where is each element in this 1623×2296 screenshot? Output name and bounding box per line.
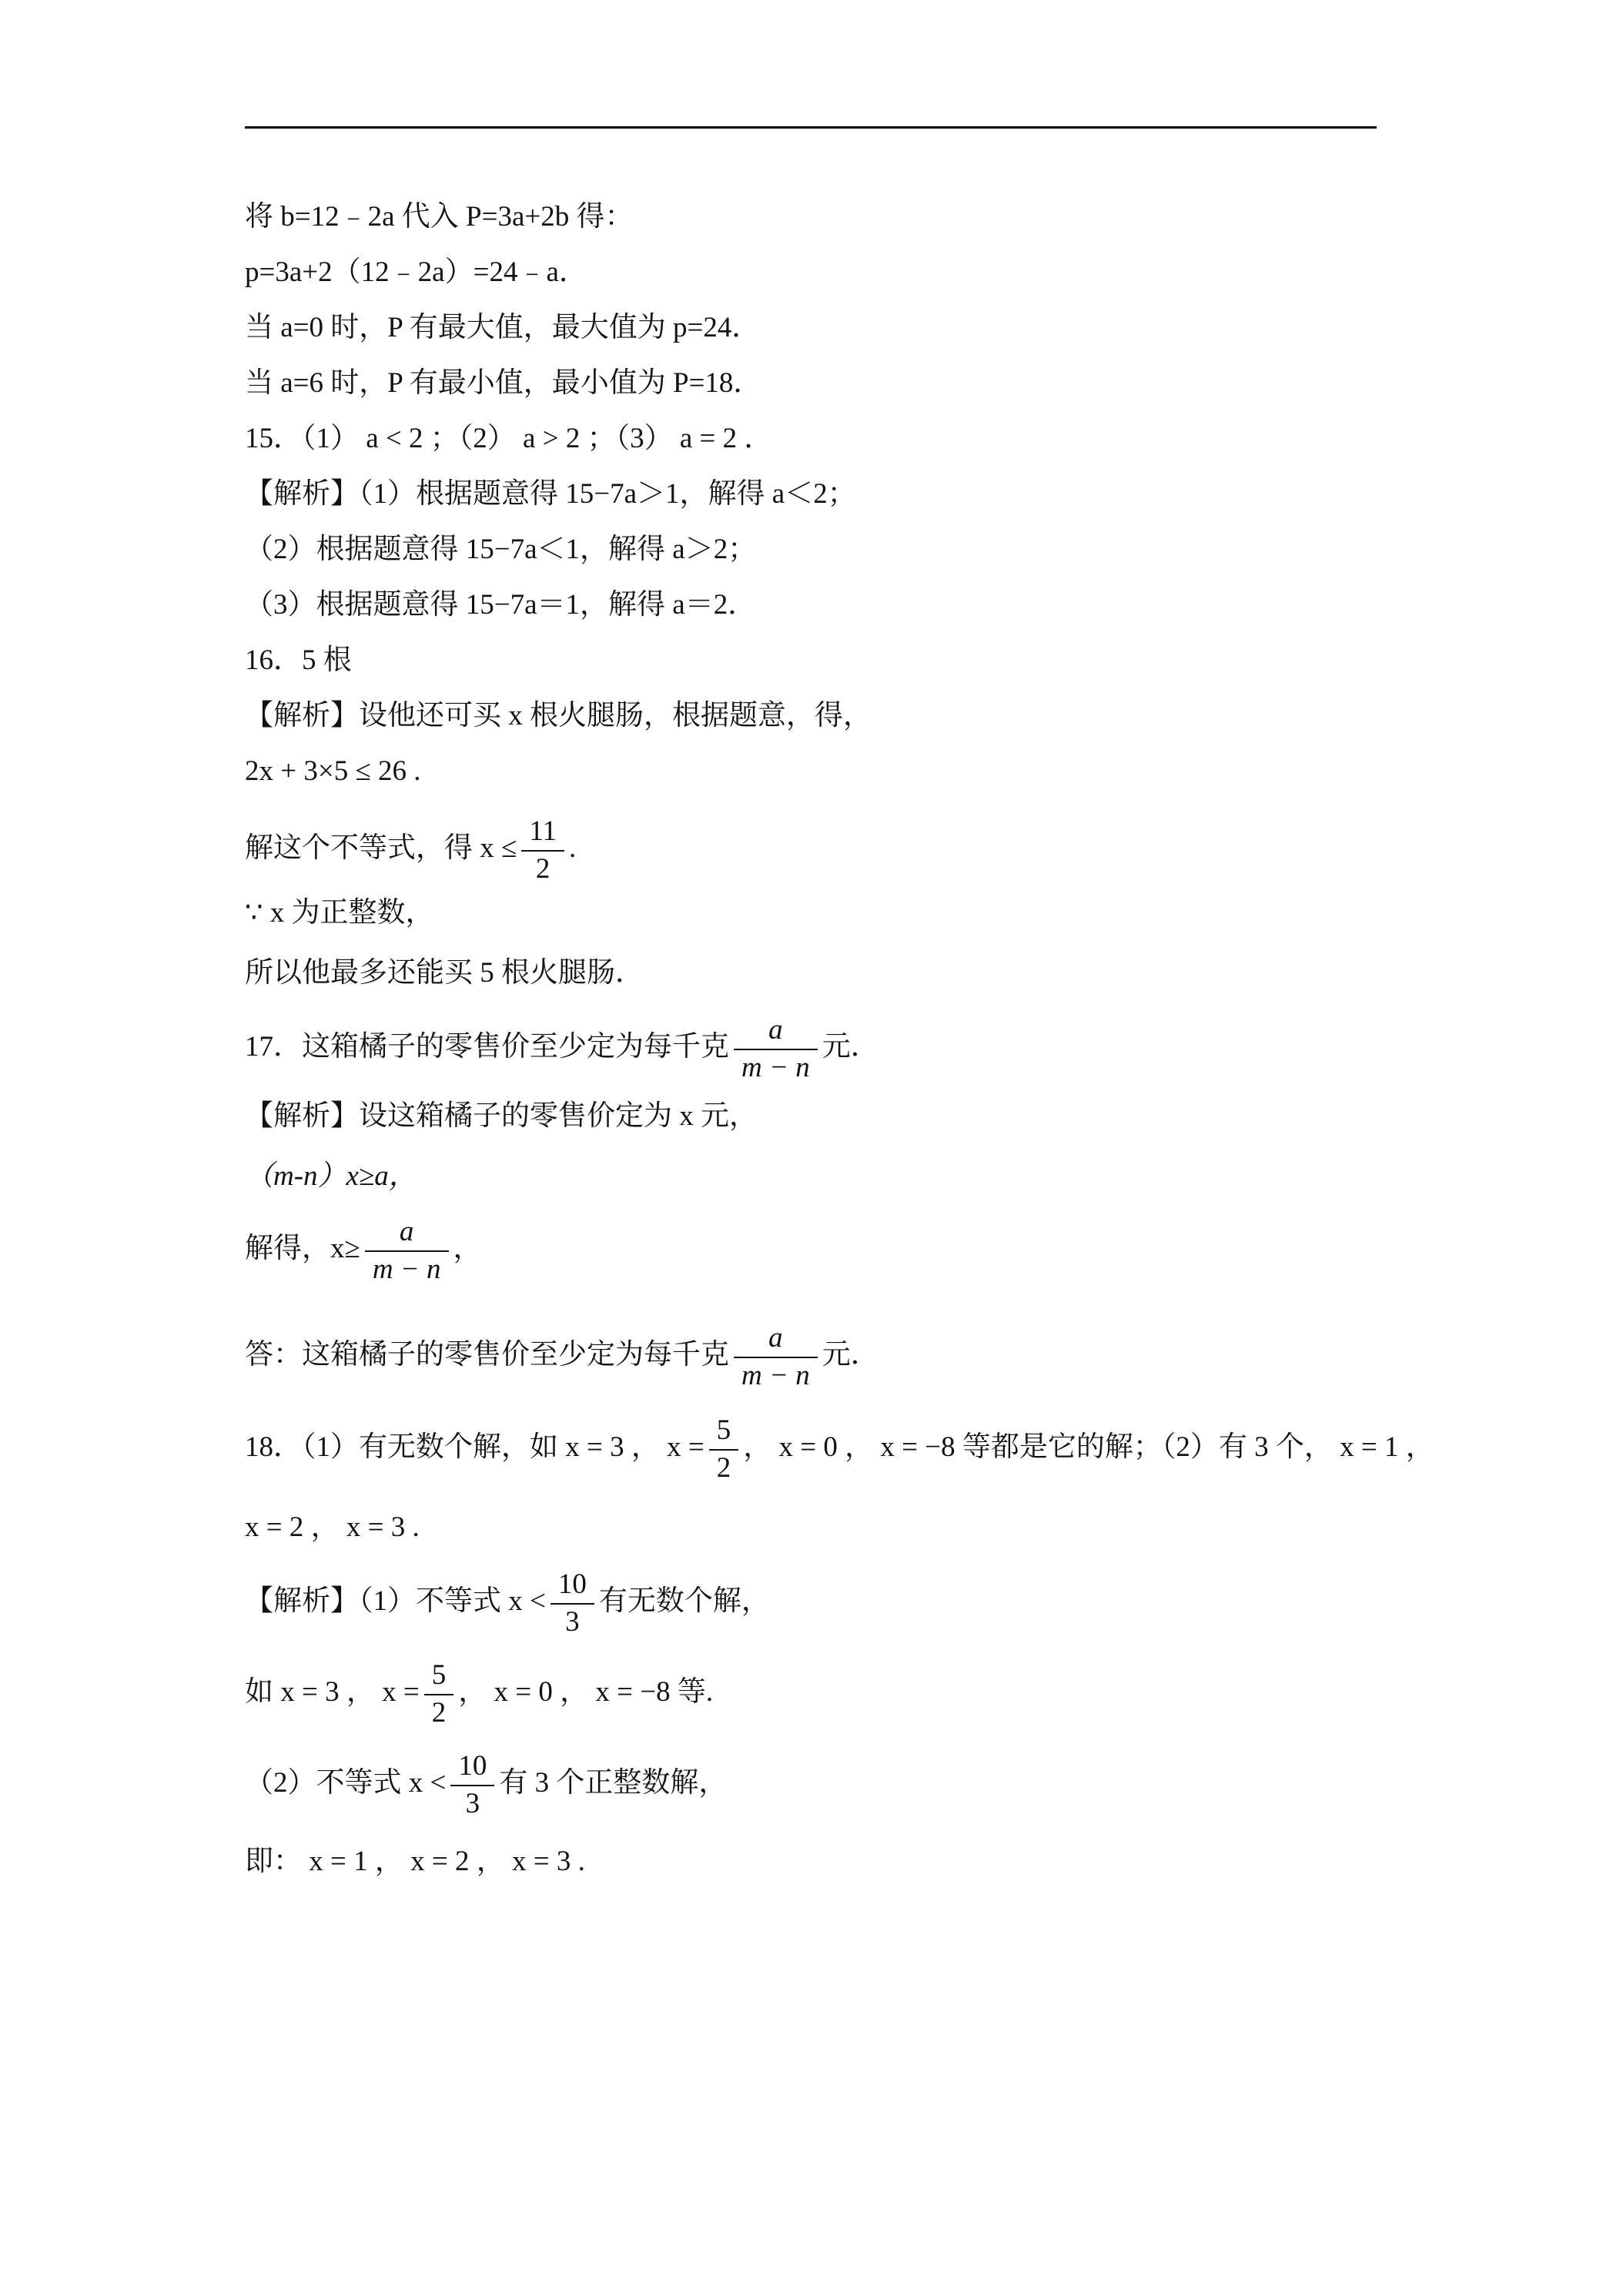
q16-answer: 16．5 根	[245, 644, 352, 676]
q18-example: 如 x = 3 ， x = $\frac{5}{2}$ ， x = 0 ， x = −8 等.	[245, 1659, 714, 1729]
q18-part2: （2）不等式 x < $\frac{10}{3}$ 有 3 个正整数解，	[245, 1750, 728, 1819]
q15-answer: 15．（1） a < 2 ；（2） a > 2 ；（3） a = 2 ．	[245, 423, 773, 454]
q15-analysis: 【解析】（1）根据题意得 15−7a＞1，解得 a＜2；	[245, 478, 856, 510]
q16-inequality: 2x + 3×5 ≤ 26 .	[245, 755, 421, 787]
text-line: 当 a=0 时，P 有最大值，最大值为 p=24．	[245, 312, 761, 343]
fraction: $\frac{a}{m - n}$	[734, 1323, 818, 1391]
fraction: $\frac{5}{2}$	[424, 1660, 454, 1729]
q16-because: ∵ x 为正整数，	[245, 897, 434, 929]
q18-final: 即： x = 1 ， x = 2 ， x = 3 .	[245, 1846, 585, 1877]
fraction: $\frac{10}{3}$	[450, 1751, 494, 1819]
text-line: 当 a=6 时，P 有最小值，最小值为 P=18．	[245, 367, 762, 399]
q17-analysis: 【解析】设这箱橘子的零售价定为 x 元，	[245, 1100, 758, 1132]
q18-answer-cont: x = 2 ， x = 3 .	[245, 1511, 420, 1543]
q15-analysis: （3）根据题意得 15−7a＝1，解得 a＝2．	[245, 589, 757, 621]
q17-answer: 17．这箱橘子的零售价至少定为每千克 $\frac{a}{m - n}$ 元．	[245, 1014, 879, 1083]
fraction: $\frac{11}{2}$	[521, 816, 564, 885]
q17-final: 答：这箱橘子的零售价至少定为每千克 $\frac{a}{m - n}$ 元．	[245, 1322, 879, 1391]
fraction: $\frac{10}{3}$	[550, 1569, 594, 1638]
fraction: $\frac{a}{m - n}$	[365, 1217, 449, 1285]
q16-analysis: 【解析】设他还可买 x 根火腿肠，根据题意，得，	[245, 700, 872, 731]
text-line: 将 b=12﹣2a 代入 P=3a+2b 得：	[245, 201, 634, 233]
q17-inequality: （m-n）x≥a，	[245, 1160, 417, 1192]
text-line: p=3a+2（12﹣2a）=24﹣a．	[245, 256, 587, 288]
fraction: $\frac{a}{m - n}$	[734, 1015, 818, 1083]
fraction: $\frac{5}{2}$	[709, 1415, 739, 1484]
q18-answer: 18．（1）有无数个解，如 x = 3 ， x = $\frac{5}{2}$ ， x = 0 ， x = −8 等都是它的解；（2）有 3 个， x = 1 ，	[245, 1414, 1434, 1484]
q17-solve: 解得，x≥ $\frac{a}{m - n}$ ，	[245, 1216, 482, 1285]
q16-solve: 解这个不等式，得 x ≤ $\frac{11}{2}$ .	[245, 815, 577, 885]
q18-analysis: 【解析】（1）不等式 x < $\frac{10}{3}$ 有无数个解，	[245, 1568, 770, 1638]
header-rule	[245, 126, 1377, 129]
q15-analysis: （2）根据题意得 15−7a＜1，解得 a＞2；	[245, 534, 757, 565]
q16-conclusion: 所以他最多还能买 5 根火腿肠．	[245, 957, 644, 989]
